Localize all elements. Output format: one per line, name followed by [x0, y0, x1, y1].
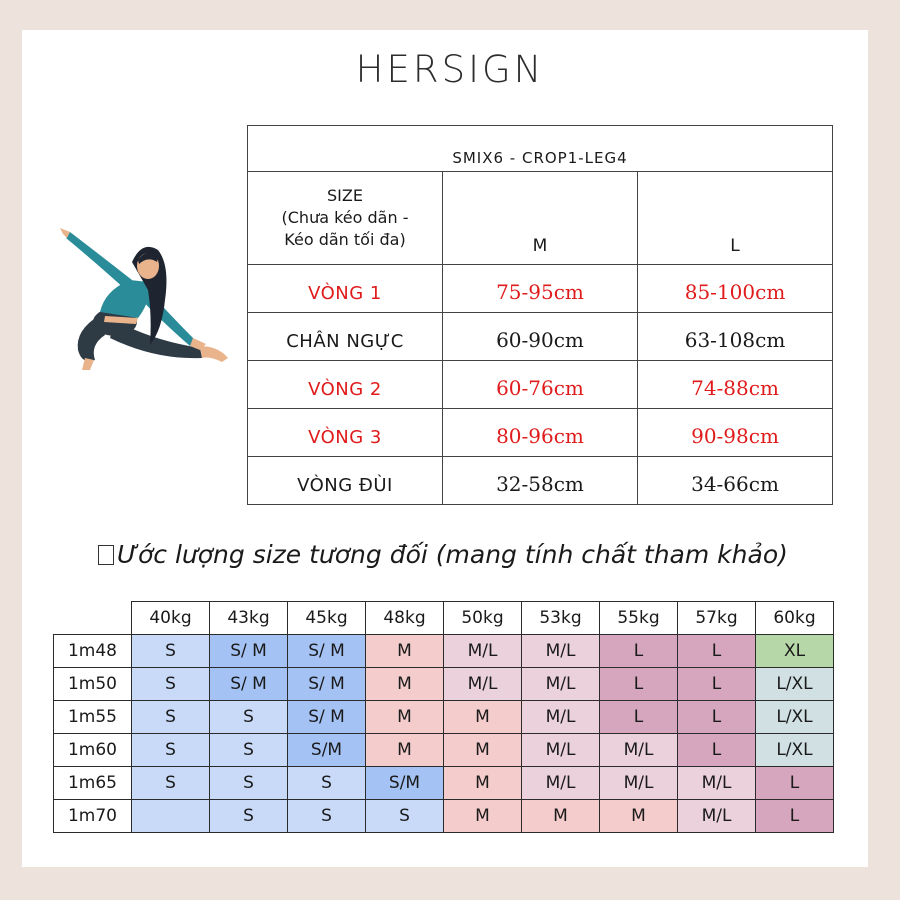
size-cell: L	[600, 635, 678, 668]
weight-header: 53kg	[522, 602, 600, 635]
height-row	[54, 734, 834, 767]
size-chart-table	[247, 125, 833, 505]
weight-header: 45kg	[288, 602, 366, 635]
height-row	[54, 668, 834, 701]
measurement-label: CHÂN NGỰC	[248, 313, 443, 361]
size-cell: S	[210, 734, 288, 767]
weight-header: 50kg	[444, 602, 522, 635]
size-cell: M	[366, 668, 444, 701]
estimate-title-text: Ước lượng size tương đối (mang tính chất tham khảo)	[117, 540, 788, 569]
size-cell: L	[756, 800, 834, 833]
size-cell: M/L	[522, 668, 600, 701]
measurement-l: 74-88cm	[638, 361, 833, 409]
measurement-l: 85-100cm	[638, 265, 833, 313]
size-cell: L	[678, 734, 756, 767]
size-cell: S	[132, 668, 210, 701]
size-cell: M/L	[600, 734, 678, 767]
height-row	[54, 800, 834, 833]
size-cell: M/L	[444, 668, 522, 701]
measurement-m: 60-90cm	[443, 313, 638, 361]
height-label: 1m55	[54, 701, 132, 734]
weight-header: 55kg	[600, 602, 678, 635]
size-cell: M	[366, 635, 444, 668]
size-label-line: Kéo dãn tối đa)	[284, 230, 406, 249]
size-l-header: L	[638, 172, 833, 265]
measurement-row	[248, 313, 833, 361]
size-cell: M	[522, 800, 600, 833]
weight-header-row	[54, 602, 834, 635]
measurement-label: VÒNG 3	[248, 409, 443, 457]
size-cell: S	[288, 767, 366, 800]
height-row	[54, 635, 834, 668]
size-label-cell	[248, 172, 443, 265]
size-cell: S	[288, 800, 366, 833]
checkbox-icon	[98, 545, 114, 565]
size-cell: L	[678, 668, 756, 701]
size-cell: M/L	[678, 767, 756, 800]
size-cell: S/M	[288, 734, 366, 767]
measurement-row	[248, 361, 833, 409]
size-label-line: SIZE	[327, 186, 363, 205]
size-cell: M/L	[522, 767, 600, 800]
height-row	[54, 767, 834, 800]
measurement-m: 60-76cm	[443, 361, 638, 409]
size-cell: S	[366, 800, 444, 833]
size-cell: S/ M	[288, 701, 366, 734]
measurement-label: VÒNG ĐÙI	[248, 457, 443, 505]
measurement-m: 32-58cm	[443, 457, 638, 505]
size-cell: M	[444, 701, 522, 734]
size-cell: M/L	[678, 800, 756, 833]
grid-corner	[54, 602, 132, 635]
size-cell: M/L	[444, 635, 522, 668]
size-cell: M/L	[522, 734, 600, 767]
size-cell: S	[210, 767, 288, 800]
size-cell: S/M	[366, 767, 444, 800]
weight-header: 43kg	[210, 602, 288, 635]
yoga-woman-illustration	[60, 220, 235, 380]
size-cell: S	[210, 800, 288, 833]
size-label-line: (Chưa kéo dãn -	[281, 208, 409, 227]
height-label: 1m60	[54, 734, 132, 767]
height-label: 1m48	[54, 635, 132, 668]
height-label: 1m50	[54, 668, 132, 701]
size-cell: L	[756, 767, 834, 800]
measurement-l: 90-98cm	[638, 409, 833, 457]
size-cell: S	[132, 701, 210, 734]
weight-header: 40kg	[132, 602, 210, 635]
product-code-row	[248, 126, 833, 172]
measurement-l: 63-108cm	[638, 313, 833, 361]
size-cell: S/ M	[288, 635, 366, 668]
size-cell: L/XL	[756, 668, 834, 701]
weight-header: 57kg	[678, 602, 756, 635]
size-cell: M	[444, 767, 522, 800]
measurement-row	[248, 265, 833, 313]
measurement-m: 80-96cm	[443, 409, 638, 457]
size-cell: L/XL	[756, 734, 834, 767]
measurement-label: VÒNG 1	[248, 265, 443, 313]
height-row	[54, 701, 834, 734]
brand-logo: HERSIGN	[355, 48, 545, 91]
size-cell: S	[132, 767, 210, 800]
size-cell: S/ M	[210, 668, 288, 701]
size-cell: M	[600, 800, 678, 833]
size-cell: XL	[756, 635, 834, 668]
weight-header: 48kg	[366, 602, 444, 635]
measurement-label: VÒNG 2	[248, 361, 443, 409]
measurement-l: 34-66cm	[638, 457, 833, 505]
size-cell: L	[600, 701, 678, 734]
size-cell: M	[444, 800, 522, 833]
size-cell: S	[132, 734, 210, 767]
size-cell: M/L	[522, 701, 600, 734]
size-cell: M	[444, 734, 522, 767]
height-label: 1m65	[54, 767, 132, 800]
size-estimate-grid	[53, 601, 834, 833]
size-cell: S	[132, 635, 210, 668]
size-cell: L	[600, 668, 678, 701]
measurement-m: 75-95cm	[443, 265, 638, 313]
size-m-header: M	[443, 172, 638, 265]
size-cell: M/L	[600, 767, 678, 800]
size-header-row	[248, 172, 833, 265]
size-cell: S/ M	[288, 668, 366, 701]
size-cell: M	[366, 701, 444, 734]
estimate-heading	[98, 540, 818, 569]
size-cell: L	[678, 701, 756, 734]
size-cell: L	[678, 635, 756, 668]
height-label: 1m70	[54, 800, 132, 833]
size-cell: M/L	[522, 635, 600, 668]
size-cell: L/XL	[756, 701, 834, 734]
size-cell: S/ M	[210, 635, 288, 668]
size-cell: S	[210, 701, 288, 734]
size-cell: M	[366, 734, 444, 767]
size-cell	[132, 800, 210, 833]
measurement-row	[248, 457, 833, 505]
weight-header: 60kg	[756, 602, 834, 635]
product-code: SMIX6 - CROP1-LEG4	[248, 126, 833, 172]
measurement-row	[248, 409, 833, 457]
